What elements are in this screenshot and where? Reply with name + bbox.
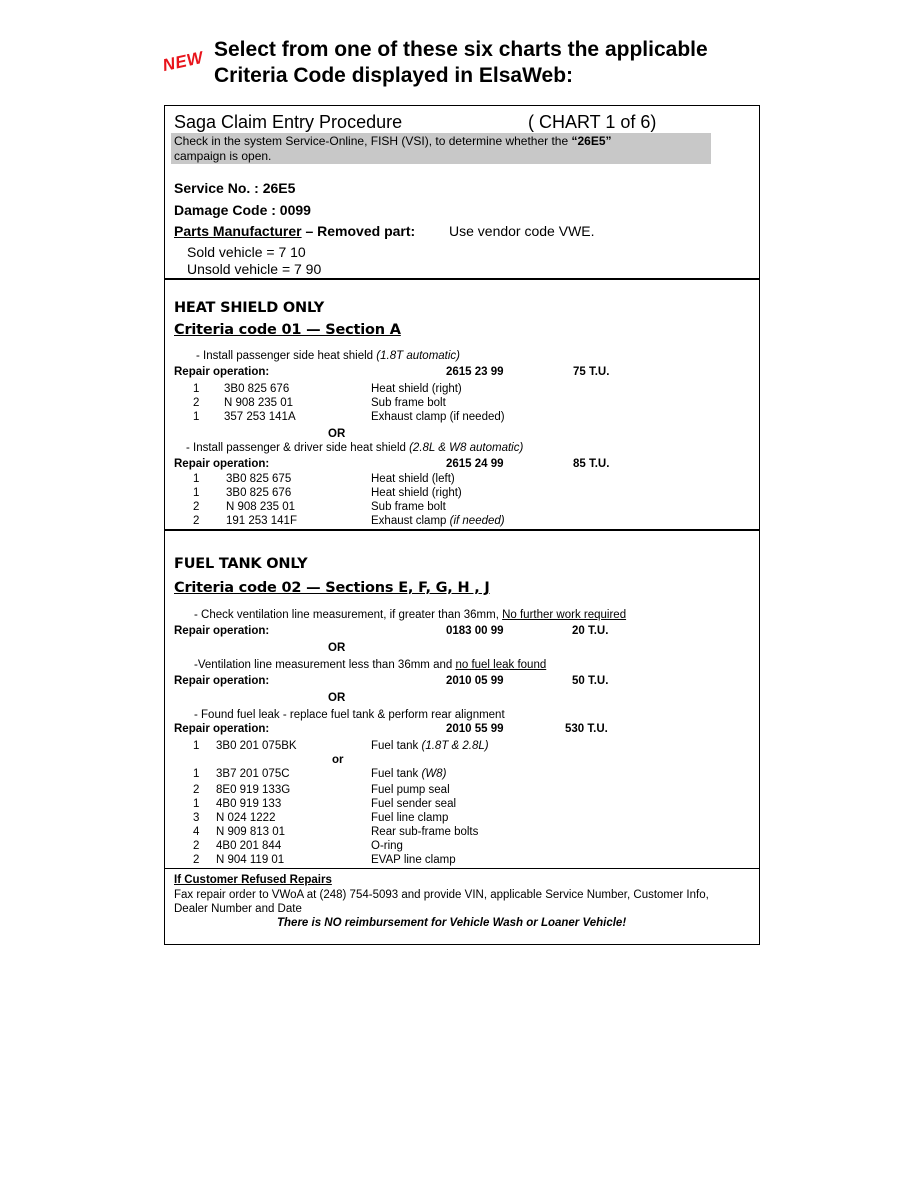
part-number: 357 253 141A [224,411,296,423]
reimbursement-notice: There is NO reimbursement for Vehicle Wash or Loaner Vehicle! [277,917,627,929]
or-separator: OR [328,692,346,704]
part-number: N 908 235 01 [226,501,296,513]
part-qty: 1 [193,383,200,395]
heat-criteria-code: Criteria code 01 — Section A [174,322,401,338]
fuel-check-1: - Check ventilation line measurement, if greater than 36mm, No further work required [194,609,627,621]
parts-vendor-code: Use vendor code VWE. [449,223,595,239]
fuel-op3-code: 2010 55 99 [446,723,504,735]
part-qty: 2 [193,840,200,852]
part-number: N 909 813 01 [216,826,286,838]
or-separator: or [332,754,344,766]
heat-op2-code: 2615 24 99 [446,458,504,470]
service-number: Service No. : 26E5 [174,180,296,196]
part-number: 4B0 201 844 [216,840,282,852]
fuel-op1-tu: 20 T.U. [572,625,609,637]
part-desc: Fuel line clamp [371,812,449,824]
part-desc: Sub frame bolt [371,397,446,409]
repair-op-label: Repair operation: [174,675,270,687]
fuel-op1-code: 0183 00 99 [446,625,504,637]
procedure-title: Saga Claim Entry Procedure [174,112,403,132]
part-number: 3B7 201 075C [216,768,290,780]
part-desc: Heat shield (left) [371,473,455,485]
part-desc: Fuel tank (1.8T & 2.8L) [371,740,489,752]
part-desc: O-ring [371,840,403,852]
part-desc: Fuel pump seal [371,784,450,796]
part-qty: 4 [193,826,200,838]
repair-op-label: Repair operation: [174,458,270,470]
part-number: 3B0 825 675 [226,473,292,485]
part-qty: 2 [193,854,200,866]
part-qty: 3 [193,812,200,824]
heat-install-2: - Install passenger & driver side heat shield (2.8L & W8 automatic) [186,442,524,454]
check-text-2: campaign is open. [174,149,272,163]
parts-manufacturer: Parts Manufacturer – Removed part: [174,223,416,239]
part-number: N 908 235 01 [224,397,294,409]
fuel-criteria-code: Criteria code 02 — Sections E, F, G, H , J [174,580,490,596]
part-qty: 2 [193,397,200,409]
repair-op-label: Repair operation: [174,366,270,378]
unsold-vehicle: Unsold vehicle = 7 90 [187,261,322,277]
part-qty: 1 [193,740,200,752]
fuel-op2-tu: 50 T.U. [572,675,609,687]
part-desc: Heat shield (right) [371,487,462,499]
part-qty: 1 [193,768,200,780]
heat-install-1: - Install passenger side heat shield (1.8T automatic) [196,350,461,362]
part-qty: 1 [193,473,200,485]
divider-fuel [164,868,760,869]
part-number: 8E0 919 133G [216,784,291,796]
fuel-check-2: -Ventilation line measurement less than 36mm and no fuel leak found [194,659,547,671]
heat-op1-code: 2615 23 99 [446,366,504,378]
heat-op2-tu: 85 T.U. [573,458,610,470]
part-desc: Fuel sender seal [371,798,457,810]
part-number: 3B0 825 676 [226,487,292,499]
part-number: 191 253 141F [226,515,297,527]
refused-line-1: Fax repair order to VWoA at (248) 754-5093 and provide VIN, applicable Service Number, Customer Info, [174,889,709,901]
part-qty: 1 [193,798,200,810]
part-desc: Rear sub-frame bolts [371,826,479,838]
fuel-tank-title: FUEL TANK ONLY [174,556,308,572]
fuel-check-3: - Found fuel leak - replace fuel tank & perform rear alignment [194,709,505,721]
fuel-op3-tu: 530 T.U. [565,723,608,735]
chart-number: ( CHART 1 of 6) [528,112,657,132]
part-qty: 2 [193,501,200,513]
part-number: N 904 119 01 [216,854,285,866]
part-desc: Heat shield (right) [371,383,462,395]
part-number: 3B0 825 676 [224,383,290,395]
part-qty: 2 [193,515,200,527]
refused-line-2: Dealer Number and Date [174,903,302,915]
part-desc: Fuel tank (W8) [371,768,447,780]
divider-intro [164,278,760,280]
part-qty: 1 [193,411,200,423]
part-desc: Exhaust clamp (if needed) [371,515,505,527]
check-text: Check in the system Service-Online, FISH (VSI), to determine whether the “26E5” [174,134,612,148]
part-number: 3B0 201 075BK [216,740,297,752]
repair-op-label: Repair operation: [174,625,270,637]
sold-vehicle: Sold vehicle = 7 10 [187,244,306,260]
part-number: N 024 1222 [216,812,276,824]
fuel-op2-code: 2010 05 99 [446,675,504,687]
damage-code: Damage Code : 0099 [174,202,311,218]
heat-op1-tu: 75 T.U. [573,366,610,378]
refused-title: If Customer Refused Repairs [174,874,332,886]
new-badge: NEW [160,47,206,76]
or-separator: OR [328,428,346,440]
part-desc: EVAP line clamp [371,854,456,866]
repair-op-label: Repair operation: [174,723,270,735]
or-separator: OR [328,642,346,654]
part-desc: Exhaust clamp (if needed) [371,411,505,423]
heat-shield-title: HEAT SHIELD ONLY [174,300,325,316]
part-qty: 2 [193,784,200,796]
part-number: 4B0 919 133 [216,798,282,810]
part-qty: 1 [193,487,200,499]
part-desc: Sub frame bolt [371,501,446,513]
header-line-1: Select from one of these six charts the applicable [214,38,708,61]
divider-heat [164,529,760,531]
header-line-2: Criteria Code displayed in ElsaWeb: [214,64,574,87]
